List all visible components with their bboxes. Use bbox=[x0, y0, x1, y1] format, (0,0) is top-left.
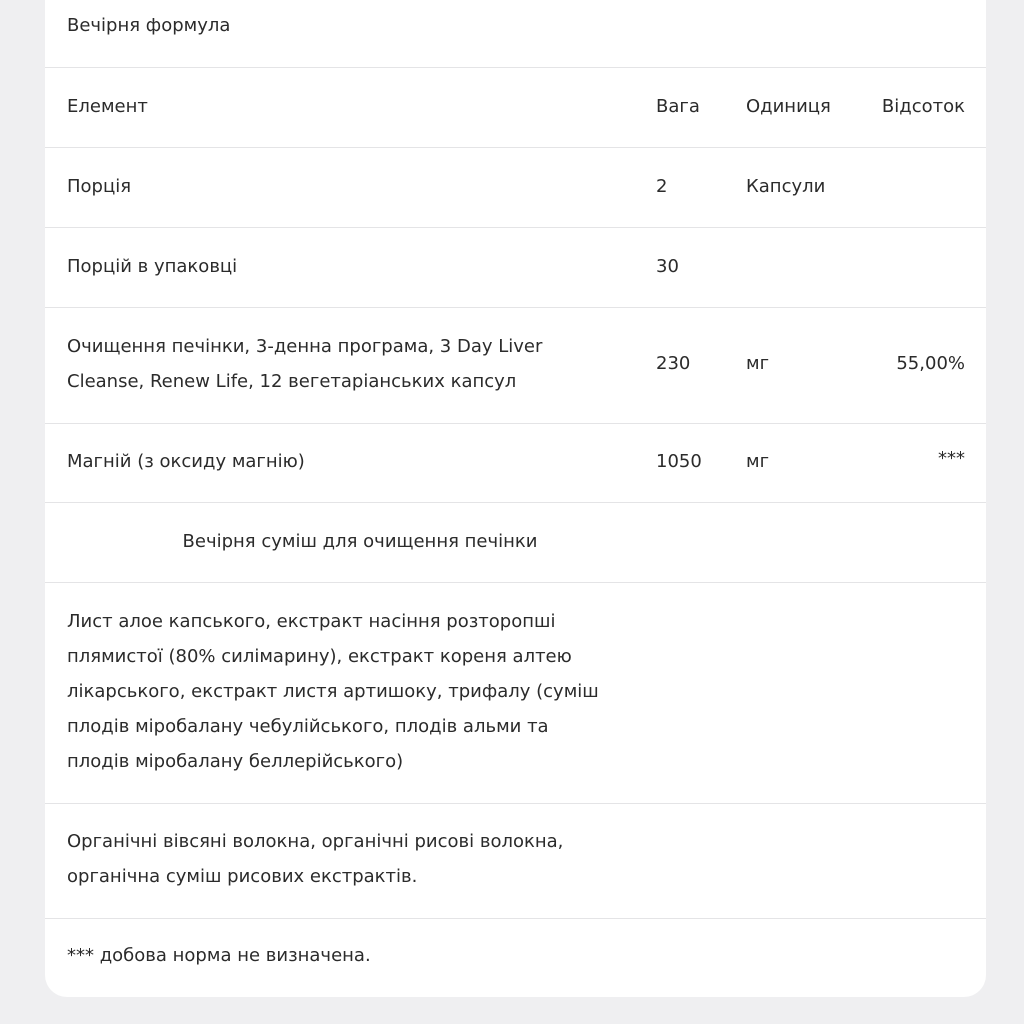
header-unit: Одиниця bbox=[746, 96, 831, 117]
header-element: Елемент bbox=[67, 96, 148, 117]
header-weight: Вага bbox=[656, 96, 700, 117]
blend-ingredients-row bbox=[45, 583, 986, 804]
table-row bbox=[45, 148, 986, 228]
table-row bbox=[45, 308, 986, 424]
row-unit: Капсули bbox=[746, 176, 826, 197]
row-weight: 1050 bbox=[656, 451, 702, 472]
blend-line: плямистої (80% силімарину), екстракт кореня алтею bbox=[67, 646, 572, 667]
row-unit: мг bbox=[746, 451, 770, 472]
blend-line: Лист алое капського, екстракт насіння розторопші bbox=[67, 611, 556, 632]
fiber-ingredients-row bbox=[45, 804, 986, 919]
row-unit: мг bbox=[746, 353, 770, 374]
blend-line: плодів міробалану беллерійського) bbox=[67, 751, 404, 772]
footnote: *** добова норма не визначена. bbox=[67, 945, 371, 966]
row-element-name-line-1: Очищення печінки, 3-денна програма, 3 Day Liver bbox=[67, 336, 543, 357]
table-title-row bbox=[45, 0, 986, 68]
table-header-row bbox=[45, 68, 986, 148]
row-element-name: Порція bbox=[67, 176, 132, 197]
blend-section-title: Вечірня суміш для очищення печінки bbox=[182, 531, 538, 552]
table-row bbox=[45, 424, 986, 503]
footnote-row bbox=[45, 919, 986, 997]
table-row bbox=[45, 228, 986, 308]
blend-line: лікарського, екстракт листя артишоку, трифалу (суміш bbox=[67, 681, 599, 702]
blend-line: плодів міробалану чебулійського, плодів альми та bbox=[67, 716, 549, 737]
row-element-name: Порцій в упаковці bbox=[67, 256, 238, 277]
header-percent: Відсоток bbox=[881, 96, 965, 117]
supplement-facts-card bbox=[45, 0, 986, 997]
blend-section-title-row bbox=[45, 503, 986, 583]
row-weight: 230 bbox=[656, 353, 691, 374]
fiber-line: органічна суміш рисових екстрактів. bbox=[67, 866, 418, 887]
row-weight: 30 bbox=[656, 256, 679, 277]
fiber-line: Органічні вівсяні волокна, органічні рисові волокна, bbox=[67, 831, 564, 852]
row-element-name-line-2: Cleanse, Renew Life, 12 вегетаріанських капсул bbox=[67, 371, 517, 392]
row-percent: *** bbox=[938, 448, 965, 469]
row-element-name: Магній (з оксиду магнію) bbox=[67, 451, 305, 472]
row-percent: 55,00% bbox=[896, 353, 965, 374]
row-weight: 2 bbox=[656, 176, 668, 197]
table-title: Вечірня формула bbox=[67, 15, 231, 36]
